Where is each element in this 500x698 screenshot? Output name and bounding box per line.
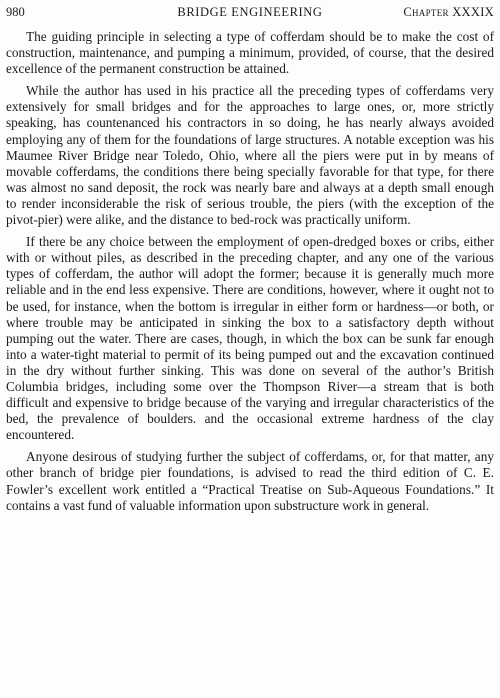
paragraph-2: While the author has used in his practice all the preceding types of cofferdams very extensively for small bridges and for the approaches to large ones, or, more strictly speaking, has countenanced his contractors in so doing, he has nearly always avoided employing any of them for the foundations of large structures. A notable exception was his Maumee River Bridge near Toledo, Ohio, where all the piers were put in by means of movable cofferdams, the conditions there being specially favorable for that type, for there was almost no sand deposit, the rock was nearly bare and always at a depth small enough to render inconsiderable the risk of serious trouble, the piers (with the exception of the pivot-pier) were alike, and the distance to bed-rock was practically uniform. <box>6 83 494 228</box>
paragraph-4: Anyone desirous of studying further the subject of cofferdams, or, for that matter, any other branch of bridge pier foundations, is advised to read the third edition of C. E. Fowler’s excellent work entitled a “Practical Treatise on Sub-Aqueous Foundations.” It contains a vast fund of valuable information upon substructure work in general. <box>6 449 494 513</box>
page-number: 980 <box>6 5 25 19</box>
chapter-label: Chapter XXXIX <box>403 5 494 19</box>
paragraph-3: If there be any choice between the employment of open-dredged boxes or cribs, either with or without piles, as described in the preceding chapter, and any one of the various types of cofferdam, the author will adopt the former; because it is generally much more reliable and in the end less expensive. There are conditions, however, where it ought not to be used, for instance, when the bottom is irregular in either form or hardness—or both, or where trouble may be anticipated in sinking the box to a satisfactory depth without pumping out the water. There are cases, though, in which the box can be sunk far enough into a water-tight material to permit of its being pumped out and the excavation continued in the dry without further sinking. This was done on several of the author’s British Columbia bridges, including some over the Thompson River—a stream that is both difficult and expensive to bridge because of the varying and irregular characteristics of the bed, the prevalence of boulders. and the occasional extreme hardness of the clay encountered. <box>6 234 494 443</box>
running-header <box>6 3 494 23</box>
paragraph-1: The guiding principle in selecting a type of cofferdam should be to make the cost of construction, maintenance, and pumping a minimum, provided, of course, that the desired excellence of the permanent construction be attained. <box>6 29 494 77</box>
running-title: BRIDGE ENGINEERING <box>177 5 323 19</box>
body-text <box>6 29 494 514</box>
